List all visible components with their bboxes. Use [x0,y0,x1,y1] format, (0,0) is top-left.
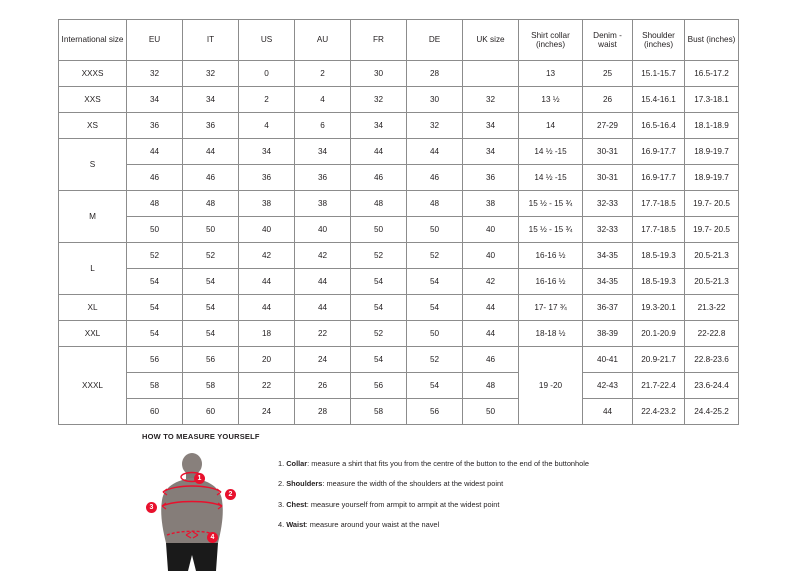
callout-1-collar: 1 [194,473,205,484]
table-row [59,113,739,139]
callout-3-chest: 3 [146,502,157,513]
cell-shoulder-inches: 19.3-20.1 [633,295,685,321]
cell-uk-size: 46 [463,347,519,373]
cell-eu: 34 [127,87,183,113]
cell-bust-inches: 19.7- 20.5 [685,217,739,243]
table-row [59,139,739,165]
cell-au: 40 [295,217,351,243]
cell-it: 34 [183,87,239,113]
cell-de: 54 [407,373,463,399]
cell-au: 44 [295,269,351,295]
cell-fr: 32 [351,87,407,113]
cell-bust-inches: 20.5-21.3 [685,243,739,269]
column-header-denim-waist: Denim - waist [583,20,633,61]
cell-shoulder-inches: 18.5-19.3 [633,269,685,295]
cell-it: 56 [183,347,239,373]
cell-de: 54 [407,269,463,295]
cell-denim-waist: 32-33 [583,191,633,217]
column-header-uk-size: UK size [463,20,519,61]
cell-shoulder-inches: 16.9-17.7 [633,165,685,191]
cell-de: 48 [407,191,463,217]
cell-shirt-collar-inches: 16-16 ½ [519,269,583,295]
column-header-fr: FR [351,20,407,61]
column-header-us: US [239,20,295,61]
cell-au: 2 [295,61,351,87]
cell-denim-waist: 30-31 [583,165,633,191]
cell-de: 44 [407,139,463,165]
cell-shirt-collar-inches: 14 [519,113,583,139]
size-chart-table [58,19,739,425]
cell-shirt-collar-inches: 14 ½ -15 [519,139,583,165]
cell-fr: 52 [351,321,407,347]
size-chart-table-container [58,19,736,425]
cell-fr: 58 [351,399,407,425]
cell-au: 26 [295,373,351,399]
cell-it: 48 [183,191,239,217]
cell-us: 44 [239,295,295,321]
table-row [59,399,739,425]
cell-us: 34 [239,139,295,165]
cell-it: 32 [183,61,239,87]
cell-bust-inches: 18.9-19.7 [685,165,739,191]
instruction-text: : measure the width of the shoulders at the widest point [322,479,504,489]
cell-eu: 60 [127,399,183,425]
cell-us: 42 [239,243,295,269]
cell-it: 46 [183,165,239,191]
cell-uk-size: 42 [463,269,519,295]
cell-shoulder-inches: 16.5-16.4 [633,113,685,139]
cell-au: 44 [295,295,351,321]
cell-eu: 36 [127,113,183,139]
row-label-xxs: XXS [59,87,127,113]
cell-denim-waist: 42-43 [583,373,633,399]
cell-denim-waist: 26 [583,87,633,113]
cell-denim-waist: 30-31 [583,139,633,165]
instruction-number: 4. [278,519,287,529]
torso-illustration-svg [142,451,262,573]
cell-bust-inches: 24.4-25.2 [685,399,739,425]
measurement-instructions-list [278,459,589,540]
table-header [59,20,739,61]
cell-de: 52 [407,347,463,373]
callout-2-shoulders: 2 [225,489,236,500]
instruction-text: : measure around your waist at the navel [305,519,440,529]
column-header-it: IT [183,20,239,61]
cell-denim-waist: 38-39 [583,321,633,347]
cell-eu: 54 [127,269,183,295]
cell-de: 54 [407,295,463,321]
how-to-measure-title: HOW TO MEASURE YOURSELF [142,432,260,441]
cell-uk-size: 50 [463,399,519,425]
cell-shirt-collar-inches: 16-16 ½ [519,243,583,269]
row-label-l: L [59,243,127,295]
cell-au: 34 [295,139,351,165]
cell-bust-inches: 18.9-19.7 [685,139,739,165]
cell-bust-inches: 22.8-23.6 [685,347,739,373]
cell-us: 44 [239,269,295,295]
instruction-item-1 [278,459,589,468]
row-label-xl: XL [59,295,127,321]
cell-shoulder-inches: 15.1-15.7 [633,61,685,87]
cell-us: 18 [239,321,295,347]
column-header-au: AU [295,20,351,61]
row-label-s: S [59,139,127,191]
cell-us: 24 [239,399,295,425]
cell-shoulder-inches: 20.1-20.9 [633,321,685,347]
cell-uk-size: 44 [463,321,519,347]
table-row [59,191,739,217]
cell-shirt-collar-inches: 18-18 ½ [519,321,583,347]
instruction-item-3 [278,500,589,509]
cell-eu: 58 [127,373,183,399]
row-label-m: M [59,191,127,243]
cell-uk-size: 38 [463,191,519,217]
table-row [59,243,739,269]
cell-shirt-collar-inches: 17- 17 ¾ [519,295,583,321]
cell-au: 4 [295,87,351,113]
cell-shoulder-inches: 17.7-18.5 [633,217,685,243]
cell-bust-inches: 17.3-18.1 [685,87,739,113]
cell-bust-inches: 22-22.8 [685,321,739,347]
cell-fr: 52 [351,243,407,269]
cell-it: 44 [183,139,239,165]
instruction-term: Collar [286,459,308,468]
cell-shoulder-inches: 21.7-22.4 [633,373,685,399]
row-label-xxl: XXL [59,321,127,347]
row-label-xs: XS [59,113,127,139]
instruction-number: 3. [278,499,287,509]
table-header-row [59,20,739,61]
cell-shirt-collar-inches: 15 ½ - 15 ¾ [519,217,583,243]
column-header-bust: Bust (inches) [685,20,739,61]
cell-denim-waist: 25 [583,61,633,87]
cell-fr: 46 [351,165,407,191]
cell-de: 50 [407,217,463,243]
cell-fr: 54 [351,347,407,373]
how-to-measure-body [142,451,742,571]
cell-shirt-collar-inches: 15 ½ - 15 ¾ [519,191,583,217]
cell-eu: 44 [127,139,183,165]
cell-bust-inches: 20.5-21.3 [685,269,739,295]
cell-fr: 34 [351,113,407,139]
cell-denim-waist: 36-37 [583,295,633,321]
cell-it: 36 [183,113,239,139]
cell-shirt-collar-inches: 14 ½ -15 [519,165,583,191]
cell-denim-waist: 40-41 [583,347,633,373]
cell-uk-size: 32 [463,87,519,113]
cell-de: 46 [407,165,463,191]
cell-us: 2 [239,87,295,113]
cell-uk-size: 34 [463,113,519,139]
table-row [59,165,739,191]
table-row [59,295,739,321]
cell-us: 38 [239,191,295,217]
cell-shoulder-inches: 17.7-18.5 [633,191,685,217]
cell-it: 54 [183,269,239,295]
cell-eu: 54 [127,321,183,347]
cell-uk-size: 40 [463,217,519,243]
cell-au: 6 [295,113,351,139]
cell-fr: 54 [351,295,407,321]
cell-fr: 30 [351,61,407,87]
instruction-text: : measure a shirt that fits you from the centre of the button to the end of the buttonhole [307,459,590,468]
cell-eu: 54 [127,295,183,321]
cell-denim-waist: 27-29 [583,113,633,139]
cell-shirt-collar-inches: 13 [519,61,583,87]
cell-uk-size: 44 [463,295,519,321]
cell-denim-waist: 34-35 [583,243,633,269]
table-row [59,61,739,87]
cell-eu: 52 [127,243,183,269]
cell-uk-size: 36 [463,165,519,191]
cell-bust-inches: 23.6-24.4 [685,373,739,399]
cell-shoulder-inches: 22.4-23.2 [633,399,685,425]
table-row [59,87,739,113]
cell-eu: 56 [127,347,183,373]
cell-it: 52 [183,243,239,269]
cell-us: 0 [239,61,295,87]
cell-shoulder-inches: 15.4-16.1 [633,87,685,113]
column-header-eu: EU [127,20,183,61]
cell-uk-size: 40 [463,243,519,269]
cell-it: 54 [183,321,239,347]
callout-4-waist: 4 [207,532,218,543]
cell-au: 36 [295,165,351,191]
column-header-shoulder: Shoulder (inches) [633,20,685,61]
cell-bust-inches: 19.7- 20.5 [685,191,739,217]
cell-shoulder-inches: 20.9-21.7 [633,347,685,373]
cell-denim-waist: 32-33 [583,217,633,243]
cell-eu: 48 [127,191,183,217]
cell-bust-inches: 16.5-17.2 [685,61,739,87]
cell-us: 22 [239,373,295,399]
body-measurement-diagram [142,451,262,571]
cell-eu: 32 [127,61,183,87]
cell-au: 38 [295,191,351,217]
cell-us: 36 [239,165,295,191]
table-row [59,217,739,243]
cell-au: 24 [295,347,351,373]
cell-de: 50 [407,321,463,347]
row-label-xxxs: XXXS [59,61,127,87]
instruction-term: Shoulders [286,479,323,489]
cell-bust-inches: 18.1-18.9 [685,113,739,139]
row-label-xxxl: XXXL [59,347,127,425]
cell-bust-inches: 21.3-22 [685,295,739,321]
instruction-item-2 [278,479,589,488]
cell-fr: 44 [351,139,407,165]
cell-shirt-collar-inches: 13 ½ [519,87,583,113]
cell-de: 52 [407,243,463,269]
cell-au: 28 [295,399,351,425]
cell-uk-size [463,61,519,87]
cell-uk-size: 48 [463,373,519,399]
cell-shoulder-inches: 18.5-19.3 [633,243,685,269]
cell-fr: 48 [351,191,407,217]
cell-au: 22 [295,321,351,347]
cell-eu: 50 [127,217,183,243]
cell-fr: 54 [351,269,407,295]
column-header-shirt-collar: Shirt collar (inches) [519,20,583,61]
table-row [59,347,739,373]
instruction-number: 1. [278,459,287,468]
instruction-text: : measure yourself from armpit to armpit at the widest point [306,499,500,509]
cell-au: 42 [295,243,351,269]
instruction-term: Waist [286,519,306,529]
cell-de: 56 [407,399,463,425]
table-row [59,373,739,399]
cell-de: 30 [407,87,463,113]
cell-de: 28 [407,61,463,87]
cell-fr: 56 [351,373,407,399]
cell-fr: 50 [351,217,407,243]
cell-it: 58 [183,373,239,399]
table-body [59,61,739,425]
cell-it: 50 [183,217,239,243]
cell-shirt-collar: 19 -20 [519,347,583,425]
cell-de: 32 [407,113,463,139]
instruction-item-4 [278,520,589,529]
table-row [59,321,739,347]
cell-us: 4 [239,113,295,139]
cell-denim-waist: 34-35 [583,269,633,295]
cell-denim-waist: 44 [583,399,633,425]
instruction-term: Chest [286,499,307,509]
cell-it: 60 [183,399,239,425]
table-row [59,269,739,295]
cell-uk-size: 34 [463,139,519,165]
cell-us: 40 [239,217,295,243]
instruction-number: 2. [278,479,287,489]
column-header-international-size: International size [59,20,127,61]
cell-us: 20 [239,347,295,373]
cell-eu: 46 [127,165,183,191]
how-to-measure-section [142,432,742,571]
cell-shoulder-inches: 16.9-17.7 [633,139,685,165]
column-header-de: DE [407,20,463,61]
cell-it: 54 [183,295,239,321]
